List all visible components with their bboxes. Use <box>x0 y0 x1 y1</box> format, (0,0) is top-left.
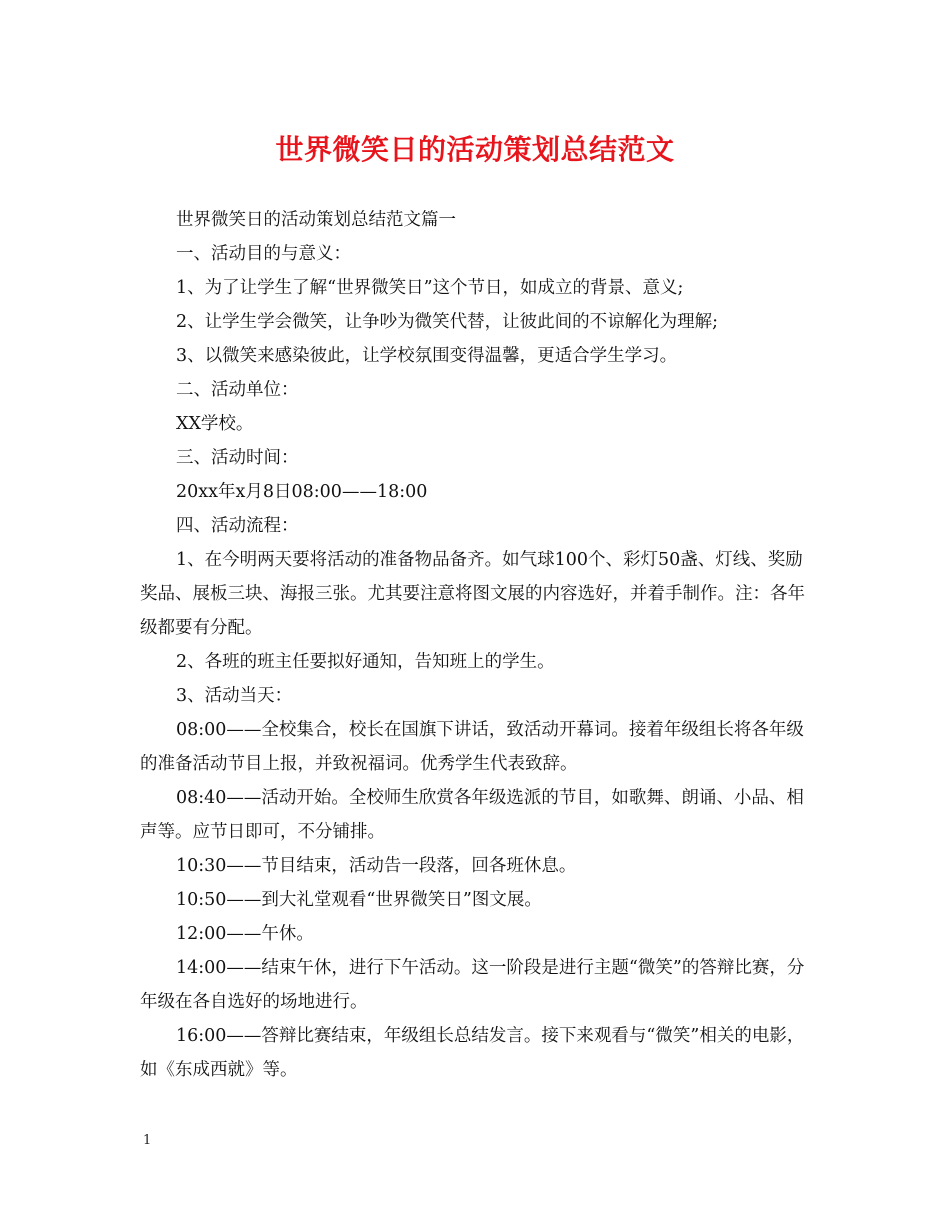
paragraph: 10:30——节目结束，活动告一段落，回各班休息。 <box>176 856 577 876</box>
paragraph: 2、让学生学会微笑，让争吵为微笑代替，让彼此间的不谅解化为理解; <box>176 312 719 332</box>
paragraph: 08:40——活动开始。全校师生欣赏各年级选派的节目，如歌舞、朗诵、小品、相声等。应节日即可，不分铺排。 <box>140 788 804 842</box>
page-number: 1 <box>143 1133 152 1148</box>
paragraph: 1、在今明两天要将活动的准备物品备齐。如气球100个、彩灯50盏、灯线、奖励奖品、展板三块、海报三张。尤其要注意将图文展的内容选好，并着手制作。注：各年级都要有分配。 <box>140 550 805 638</box>
paragraph: 2、各班的班主任要拟好通知，告知班上的学生。 <box>176 652 555 672</box>
paragraph: 08:00——全校集合，校长在国旗下讲话，致活动开幕词。接着年级组长将各年级的准备活动节目上报，并致祝福词。优秀学生代表致辞。 <box>140 720 804 774</box>
paragraph: 12:00——午休。 <box>176 924 314 944</box>
paragraph: 3、活动当天： <box>176 686 293 706</box>
paragraph: 3、以微笑来感染彼此，让学校氛围变得温馨，更适合学生学习。 <box>176 346 678 366</box>
paragraph: 16:00——答辩比赛结束，年级组长总结发言。接下来观看与“微笑”相关的电影，如《东成西就》等。 <box>140 1026 805 1080</box>
paragraph: 14:00——结束午休，进行下午活动。这一阶段是进行主题“微笑”的答辩比赛，分年级在各自选好的场地进行。 <box>140 958 805 1012</box>
paragraph: 20xx年x月8日08:00——18:00 <box>176 482 428 502</box>
paragraph: XX学校。 <box>176 414 254 434</box>
paragraph: 10:50——到大礼堂观看“世界微笑日”图文展。 <box>176 890 542 910</box>
paragraph: 世界微笑日的活动策划总结范文篇一 <box>176 210 456 230</box>
document-title: 世界微笑日的活动策划总结范文 <box>275 133 675 166</box>
paragraph: 1、为了让学生了解“世界微笑日”这个节日，如成立的背景、意义; <box>176 278 684 298</box>
document-body <box>140 203 815 1087</box>
paragraph: 一、活动目的与意义： <box>176 244 351 264</box>
paragraph: 三、活动时间： <box>176 448 299 468</box>
paragraph: 四、活动流程： <box>176 516 299 536</box>
paragraph: 二、活动单位： <box>176 380 299 400</box>
